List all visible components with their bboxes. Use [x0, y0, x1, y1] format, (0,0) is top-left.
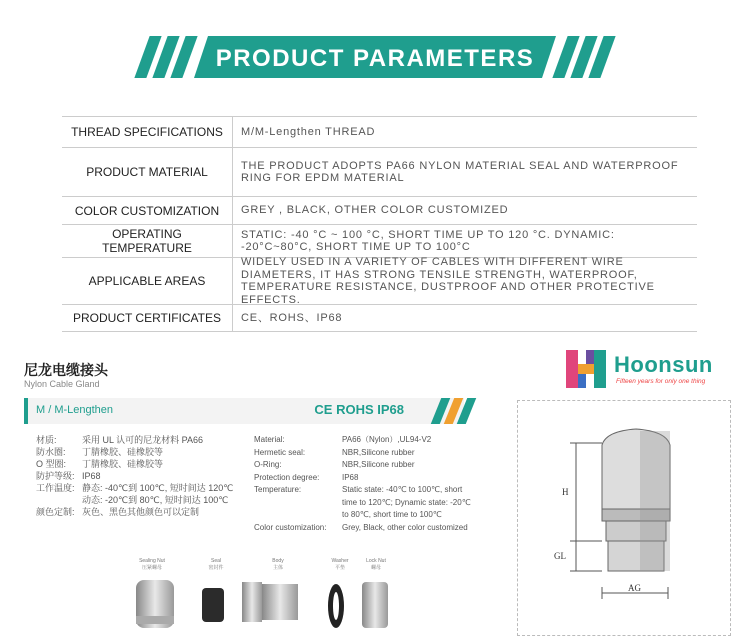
- spec-key: Protection degree:: [254, 472, 320, 482]
- spec-key: 工作温度:: [36, 483, 75, 493]
- spec-val: IP68: [342, 472, 359, 482]
- spec-val: to 80℃, short time to 100℃: [342, 510, 442, 519]
- spec-val: NBR,Silicone rubber: [342, 447, 415, 457]
- part-label: [258, 558, 298, 571]
- spec-key: [36, 494, 82, 506]
- list-item: [36, 482, 233, 494]
- spec-val: 丁腈橡胶、硅橡胶等: [82, 447, 164, 457]
- part-label-cn: 螺母: [370, 565, 381, 571]
- list-item: [254, 522, 502, 535]
- parts-illustration: [130, 572, 400, 634]
- brand-logo: [566, 350, 736, 390]
- part-label-en: Body: [272, 558, 284, 564]
- spec-key: O-Ring:: [254, 460, 282, 469]
- spec-label: OPERATING TEMPERATURE: [62, 225, 233, 257]
- part-label-cn: 平垫: [334, 565, 345, 571]
- spec-label: THREAD SPECIFICATIONS: [62, 117, 233, 147]
- part-label-cn: 压紧螺母: [141, 565, 162, 571]
- part-label: [196, 558, 236, 571]
- bar-accent: [24, 398, 28, 424]
- spec-label: APPLICABLE AREAS: [62, 258, 233, 304]
- spec-key: O 型圈:: [36, 459, 67, 469]
- lock-nut-icon: [362, 582, 388, 628]
- product-title-cn: 尼龙电缆接头: [24, 362, 108, 378]
- list-item: [254, 459, 502, 472]
- spec-value: THE PRODUCT ADOPTS PA66 NYLON MATERIAL SEAL AND WATERPROOF RING FOR EPDM MATERIAL: [241, 159, 679, 184]
- spec-label: COLOR CUSTOMIZATION: [62, 197, 233, 224]
- spec-table: [62, 116, 697, 332]
- spec-key: 防护等级:: [36, 471, 75, 481]
- spec-val: 灰色、黑色其他颜色可以定制: [82, 507, 200, 517]
- spec-row: [62, 257, 697, 304]
- list-item: [36, 458, 233, 470]
- dim-ag-label: AG: [628, 583, 641, 593]
- part-label-en: Washer: [331, 558, 349, 564]
- spec-list-cn: [36, 434, 233, 518]
- sealing-nut-icon: [136, 580, 174, 628]
- technical-drawing: [517, 400, 731, 636]
- cert-marks: CE ROHS IP68: [314, 402, 404, 417]
- list-item: [254, 434, 502, 447]
- spec-row: [62, 196, 697, 224]
- parts-exploded-view: [130, 558, 400, 633]
- thread-label: M / M-Lengthen: [36, 404, 114, 416]
- seal-icon: [202, 588, 224, 622]
- part-label-en: Seal: [210, 558, 221, 564]
- spec-val: 静态: -40℃到 100℃, 短时间达 120℃: [82, 483, 234, 493]
- list-item: [254, 497, 502, 510]
- spec-val: IP68: [82, 471, 101, 481]
- spec-label: PRODUCT CERTIFICATES: [62, 305, 233, 331]
- spec-val: NBR,Silicone rubber: [342, 460, 415, 469]
- list-item: [36, 494, 233, 506]
- spec-val: 采用 UL 认可的尼龙材料 PA66: [82, 435, 204, 445]
- spec-value: WIDELY USED IN A VARIETY OF CABLES WITH DIFFERENT WIRE DIAMETERS, IT HAS STRONG TENSILE STRENGTH, WATERPROOF, TEMPERATURE RESISTANCE, DUSTPROOF AND OTHER PROTECTIVE EFFECTS.: [241, 256, 655, 306]
- spec-value: M/M-Lengthen THREAD: [241, 125, 376, 138]
- spec-key: 防水圈:: [36, 447, 66, 457]
- spec-row: [62, 304, 697, 332]
- body-icon: [242, 582, 298, 622]
- dim-h-label: H: [562, 487, 569, 497]
- spec-val: Static state: -40℃ to 100℃, short: [342, 485, 463, 494]
- part-label-cn: 主体: [272, 565, 283, 571]
- spec-val: Grey, Black, other color customized: [342, 522, 468, 532]
- spec-key: 材质:: [36, 435, 57, 445]
- logo-tagline: Fifteen years for only one thing: [616, 378, 706, 385]
- product-title-en: Nylon Cable Gland: [24, 379, 100, 389]
- spec-val: time to 120℃; Dynamic state: -20℃: [342, 497, 471, 507]
- bar-stripes: [436, 398, 476, 424]
- spec-key: Hermetic seal:: [254, 447, 306, 457]
- spec-row: [62, 147, 697, 196]
- list-item: [36, 506, 233, 518]
- list-item: [36, 446, 233, 458]
- list-item: [36, 434, 233, 446]
- thread-bar: [24, 398, 464, 424]
- logo-mark-icon: [566, 350, 606, 388]
- list-item: [254, 509, 502, 522]
- dim-gl-label: GL: [554, 551, 566, 561]
- spec-key: Temperature:: [254, 485, 302, 494]
- spec-key: Color customization:: [254, 522, 327, 532]
- part-label: [132, 558, 172, 571]
- spec-key: 颜色定制:: [36, 507, 75, 517]
- part-label-cn: 密封件: [208, 565, 224, 571]
- list-item: [36, 470, 233, 482]
- spec-key: [254, 497, 342, 510]
- section-banner: [142, 36, 608, 78]
- list-item: [254, 472, 502, 485]
- spec-value: GREY , BLACK, OTHER COLOR CUSTOMIZED: [241, 204, 509, 217]
- list-item: [254, 447, 502, 460]
- part-label: [320, 558, 360, 571]
- spec-row: [62, 224, 697, 257]
- page-title: PRODUCT PARAMETERS: [215, 45, 535, 72]
- part-label-en: Sealing Nut: [139, 558, 165, 564]
- washer-icon: [328, 584, 344, 628]
- spec-key: [254, 509, 342, 522]
- spec-label: PRODUCT MATERIAL: [62, 148, 233, 196]
- spec-key: Material:: [254, 435, 285, 444]
- spec-val: PA66（Nylon）,UL94-V2: [342, 435, 432, 444]
- spec-val: 动态: -20℃到 80℃, 短时间达 100℃: [82, 495, 229, 505]
- spec-list-en: [254, 434, 502, 534]
- list-item: [254, 484, 502, 497]
- spec-value: CE、ROHS、IP68: [241, 311, 343, 324]
- part-label-en: Lock Nut: [366, 558, 386, 564]
- logo-text: Hoonsun: [614, 352, 713, 377]
- gland-drawing-icon: [518, 401, 730, 635]
- spec-val: 丁腈橡胶、硅橡胶等: [82, 459, 164, 469]
- part-label: [356, 558, 396, 571]
- spec-row: [62, 116, 697, 147]
- spec-value: STATIC: -40 °C ~ 100 °C, SHORT TIME UP TO 120 °C. DYNAMIC: -20°C~80°C, SHORT TIME UP TO 100°C: [241, 228, 615, 253]
